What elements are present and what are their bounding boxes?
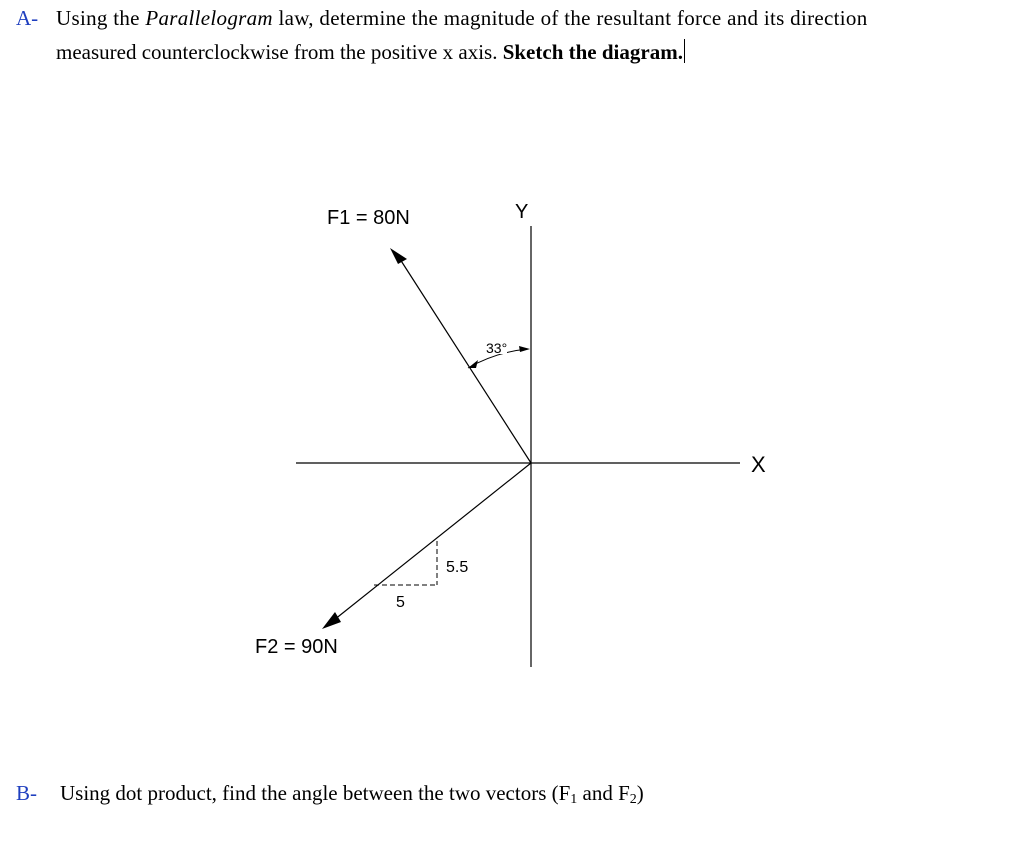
f1-arrowhead <box>390 248 407 264</box>
question-b-subscript-2: 2 <box>629 792 637 807</box>
f2-vector-line <box>334 463 531 620</box>
question-a-text-part2: law, determine the magnitude of the resultant force and its direction <box>272 6 868 30</box>
y-axis-label: Y <box>515 201 529 223</box>
question-a-italic-term: Parallelogram <box>145 6 273 30</box>
question-b-text: Using dot product, find the angle between the two vectors (F <box>60 781 571 805</box>
angle-arc-arrowhead-right <box>519 346 530 352</box>
slope-rise-label: 5.5 <box>446 559 469 576</box>
question-a-text-part1: Using the <box>56 6 146 30</box>
f1-vector-line <box>398 256 531 463</box>
question-b-label: B- <box>16 781 37 805</box>
f2-arrowhead <box>322 612 341 629</box>
angle-label: 33° <box>486 340 508 356</box>
question-a-label: A- <box>16 6 39 30</box>
question-a-bold-instruction: Sketch the diagram. <box>502 40 683 64</box>
slope-run-label: 5 <box>396 594 405 611</box>
question-b-line <box>60 783 644 807</box>
x-axis-label: X <box>751 452 766 477</box>
question-b-subscript-1: 1 <box>570 792 578 807</box>
question-a-line2-text: measured counterclockwise from the positive x axis. <box>56 40 503 64</box>
question-b-close-paren: ) <box>636 781 644 805</box>
f2-label: F2 = 90N <box>255 636 338 658</box>
question-b-and: and F <box>577 781 630 805</box>
f1-label: F1 = 80N <box>327 207 410 229</box>
